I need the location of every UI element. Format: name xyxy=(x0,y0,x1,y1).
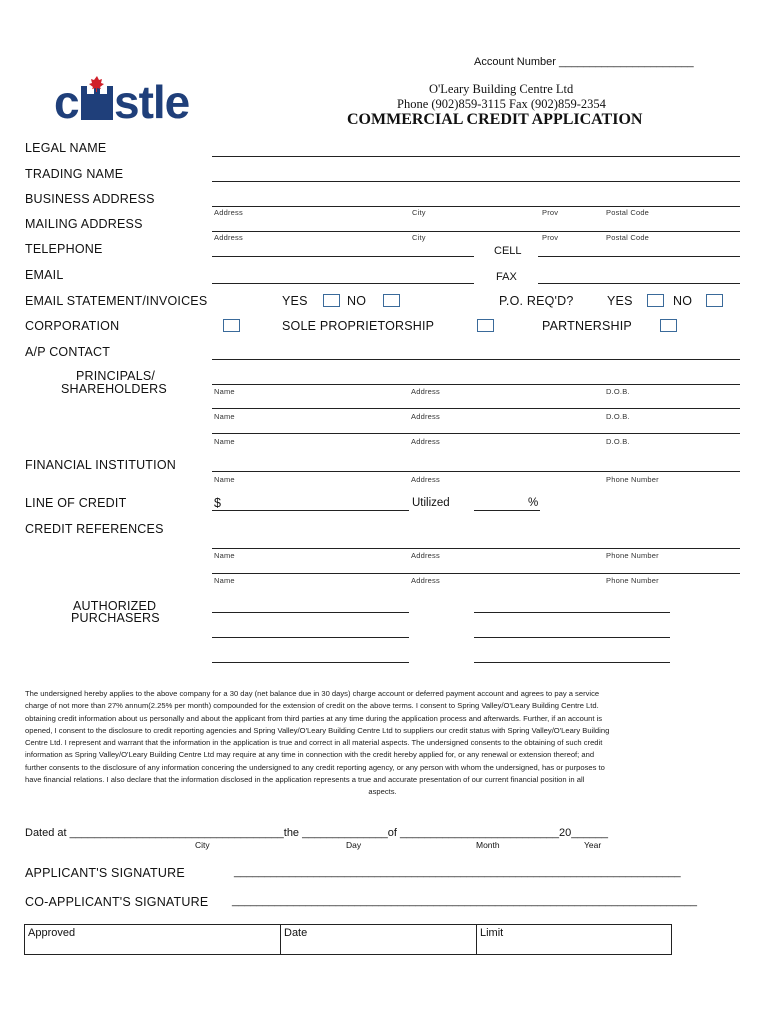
svg-text:stle: stle xyxy=(114,76,190,124)
po-yes-checkbox[interactable] xyxy=(647,294,664,307)
business-postal-sub: Postal Code xyxy=(606,208,650,217)
financial-institution-field[interactable] xyxy=(212,471,740,472)
dated-day-sub: Day xyxy=(346,840,362,850)
principal-2-name-sub: Name xyxy=(214,412,235,421)
authorized-purchaser-4[interactable] xyxy=(474,637,670,638)
agreement-line: have financial relations. I also declare that the information disclosed in the application represents a true and accurate presentation of our current financial position in all xyxy=(25,775,585,785)
fi-name-sub: Name xyxy=(214,475,235,484)
ref-2-address-sub: Address xyxy=(411,576,440,585)
principal-1-dob-sub: D.O.B. xyxy=(606,387,630,396)
applicant-signature-field[interactable]: _________________________________________________________________________ xyxy=(234,866,681,878)
agreement-line: The undersigned hereby applies to the above company for a 30 day (net balance due in 30 days) charge account or deferred payment account and agrees to pay a service xyxy=(25,689,600,698)
authorized-purchaser-2[interactable] xyxy=(474,612,670,613)
castle-logo xyxy=(54,74,260,124)
principals-label-line2: SHAREHOLDERS xyxy=(61,382,167,396)
principal-row-2[interactable] xyxy=(212,408,740,409)
principal-3-dob-sub: D.O.B. xyxy=(606,437,630,446)
authorized-label-line2: PURCHASERS xyxy=(71,611,160,625)
principal-2-address-sub: Address xyxy=(411,412,440,421)
principal-1-address-sub: Address xyxy=(411,387,440,396)
business-address-field[interactable] xyxy=(212,206,740,207)
agreement-line: information as Spring Valley/O'Leary Building Centre Ltd may require at any time in connection with the credit hereby applied for, or any renewal or extension thereof; and xyxy=(25,750,595,760)
agreement-line: Centre Ltd. I represent and warrant that the information in the application is true and correct in all material aspects. The undersigned consents to the obtaining of such credit xyxy=(25,738,603,748)
po-yes-label: YES xyxy=(607,294,633,308)
agreement-line: charge of not more than 27% annum(2.25% per month) compounded for the extension of credit on the above terms. I consent to Spring Valley/O'Leary Building Centre Ltd. xyxy=(25,701,599,711)
dated-year-sub: Year xyxy=(584,840,602,850)
email-statement-label: EMAIL STATEMENT/INVOICES xyxy=(25,294,208,308)
credit-references-label: CREDIT REFERENCES xyxy=(25,522,164,536)
company-phone-fax: Phone (902)859-3115 Fax (902)859-2354 xyxy=(397,97,606,111)
sole-proprietorship-checkbox[interactable] xyxy=(477,319,494,332)
principal-row-3[interactable] xyxy=(212,433,740,434)
ref-1-phone-sub: Phone Number xyxy=(606,551,659,560)
line-of-credit-label: LINE OF CREDIT xyxy=(25,496,127,510)
ap-contact-field[interactable] xyxy=(212,359,740,360)
fi-address-sub: Address xyxy=(411,475,440,484)
principal-3-name-sub: Name xyxy=(214,437,235,446)
dated-city-sub: City xyxy=(195,840,210,850)
corporation-label: CORPORATION xyxy=(25,319,120,333)
line-of-credit-amount-field[interactable] xyxy=(212,510,409,511)
applicant-signature-label: APPLICANT'S SIGNATURE xyxy=(25,866,185,880)
principal-2-dob-sub: D.O.B. xyxy=(606,412,630,421)
email-statement-yes-checkbox[interactable] xyxy=(323,294,340,307)
castle-logo-mark xyxy=(54,74,260,124)
limit-label: Limit xyxy=(480,927,504,939)
agreement-paragraph xyxy=(25,688,740,799)
ref-1-name-sub: Name xyxy=(214,551,235,560)
email-statement-no-checkbox[interactable] xyxy=(383,294,400,307)
dollar-sign: $ xyxy=(214,496,222,510)
financial-institution-label: FINANCIAL INSTITUTION xyxy=(25,458,176,472)
principal-row-1[interactable] xyxy=(212,384,740,385)
telephone-field[interactable] xyxy=(212,256,474,257)
agreement-line: opened, I consent to the disclosure to credit reporting agencies and Spring Valley/O'Leary Building Centre Ltd to suppliers our credit status with Spring Valley/O'Leary Building xyxy=(25,725,610,735)
email-label: EMAIL xyxy=(25,268,64,282)
email-statement-no-label: NO xyxy=(347,294,367,308)
mailing-address-label: MAILING ADDRESS xyxy=(25,217,143,231)
credit-reference-row-2[interactable] xyxy=(212,573,740,574)
dated-month-sub: Month xyxy=(476,840,500,850)
limit-cell[interactable] xyxy=(477,925,671,954)
business-address-label: BUSINESS ADDRESS xyxy=(25,192,155,206)
business-city-sub: City xyxy=(412,208,426,217)
account-number: Account Number ______________________ xyxy=(474,56,694,68)
telephone-label: TELEPHONE xyxy=(25,242,103,256)
utilized-label: Utilized xyxy=(412,497,450,509)
ap-contact-label: A/P CONTACT xyxy=(25,345,111,359)
utilized-percent-field[interactable] xyxy=(474,510,540,511)
email-field[interactable] xyxy=(212,283,474,284)
legal-name-label: LEGAL NAME xyxy=(25,141,107,155)
partnership-checkbox[interactable] xyxy=(660,319,677,332)
form-title: COMMERCIAL CREDIT APPLICATION xyxy=(347,111,643,128)
fi-phone-sub: Phone Number xyxy=(606,475,659,484)
date-label: Date xyxy=(284,927,308,939)
fax-field[interactable] xyxy=(538,283,740,284)
business-prov-sub: Prov xyxy=(542,208,559,217)
ref-2-name-sub: Name xyxy=(214,576,235,585)
business-address-sub: Address xyxy=(214,208,243,217)
partnership-label: PARTNERSHIP xyxy=(542,319,632,333)
agreement-line: obtaining credit information about us personally and about the applicant from third parties at any time during the application process and afterwards. Further, if an account is xyxy=(25,713,603,723)
mailing-city-sub: City xyxy=(412,233,426,242)
principal-3-address-sub: Address xyxy=(411,437,440,446)
corporation-checkbox[interactable] xyxy=(223,319,240,332)
mailing-address-field[interactable] xyxy=(212,231,740,232)
dated-at-line[interactable]: Dated at ___________________________________the ______________of __________________________20______ xyxy=(25,827,608,839)
po-no-label: NO xyxy=(673,294,693,308)
mailing-postal-sub: Postal Code xyxy=(606,233,650,242)
cell-label: CELL xyxy=(494,245,522,257)
ref-1-address-sub: Address xyxy=(411,551,440,560)
cell-field[interactable] xyxy=(538,256,740,257)
sole-proprietorship-label: SOLE PROPRIETORSHIP xyxy=(282,319,435,333)
co-applicant-signature-label: CO-APPLICANT'S SIGNATURE xyxy=(25,895,209,909)
trading-name-field[interactable] xyxy=(212,181,740,182)
approved-cell[interactable] xyxy=(25,925,281,954)
authorized-purchaser-6[interactable] xyxy=(474,662,670,663)
agreement-line: further consents to the disclosure of any information concering the undersigned to any credit reporting agency, or any person with whom the undersigned, has or purposes to xyxy=(25,762,605,772)
company-name: O'Leary Building Centre Ltd xyxy=(429,82,574,96)
svg-text:c: c xyxy=(54,76,79,124)
percent-sign: % xyxy=(528,497,539,509)
email-statement-yes-label: YES xyxy=(282,294,308,308)
fax-label: FAX xyxy=(496,271,517,283)
authorized-label-line1: AUTHORIZED xyxy=(73,599,157,613)
mailing-address-sub: Address xyxy=(214,233,243,242)
date-cell[interactable] xyxy=(281,925,477,954)
mailing-prov-sub: Prov xyxy=(542,233,559,242)
co-applicant-signature-field[interactable]: ____________________________________________________________________________ xyxy=(232,895,697,907)
authorized-purchaser-5[interactable] xyxy=(212,662,409,663)
approved-label: Approved xyxy=(28,927,76,939)
principals-label-line1: PRINCIPALS/ xyxy=(76,369,156,383)
office-use-table xyxy=(24,924,672,955)
authorized-purchaser-1[interactable] xyxy=(212,612,409,613)
trading-name-label: TRADING NAME xyxy=(25,167,124,181)
agreement-line: aspects. xyxy=(368,787,397,797)
principal-1-name-sub: Name xyxy=(214,387,235,396)
po-no-checkbox[interactable] xyxy=(706,294,723,307)
authorized-purchaser-3[interactable] xyxy=(212,637,409,638)
credit-reference-row-1[interactable] xyxy=(212,548,740,549)
legal-name-field[interactable] xyxy=(212,156,740,157)
ref-2-phone-sub: Phone Number xyxy=(606,576,659,585)
po-reqd-label: P.O. REQ'D? xyxy=(499,294,574,308)
